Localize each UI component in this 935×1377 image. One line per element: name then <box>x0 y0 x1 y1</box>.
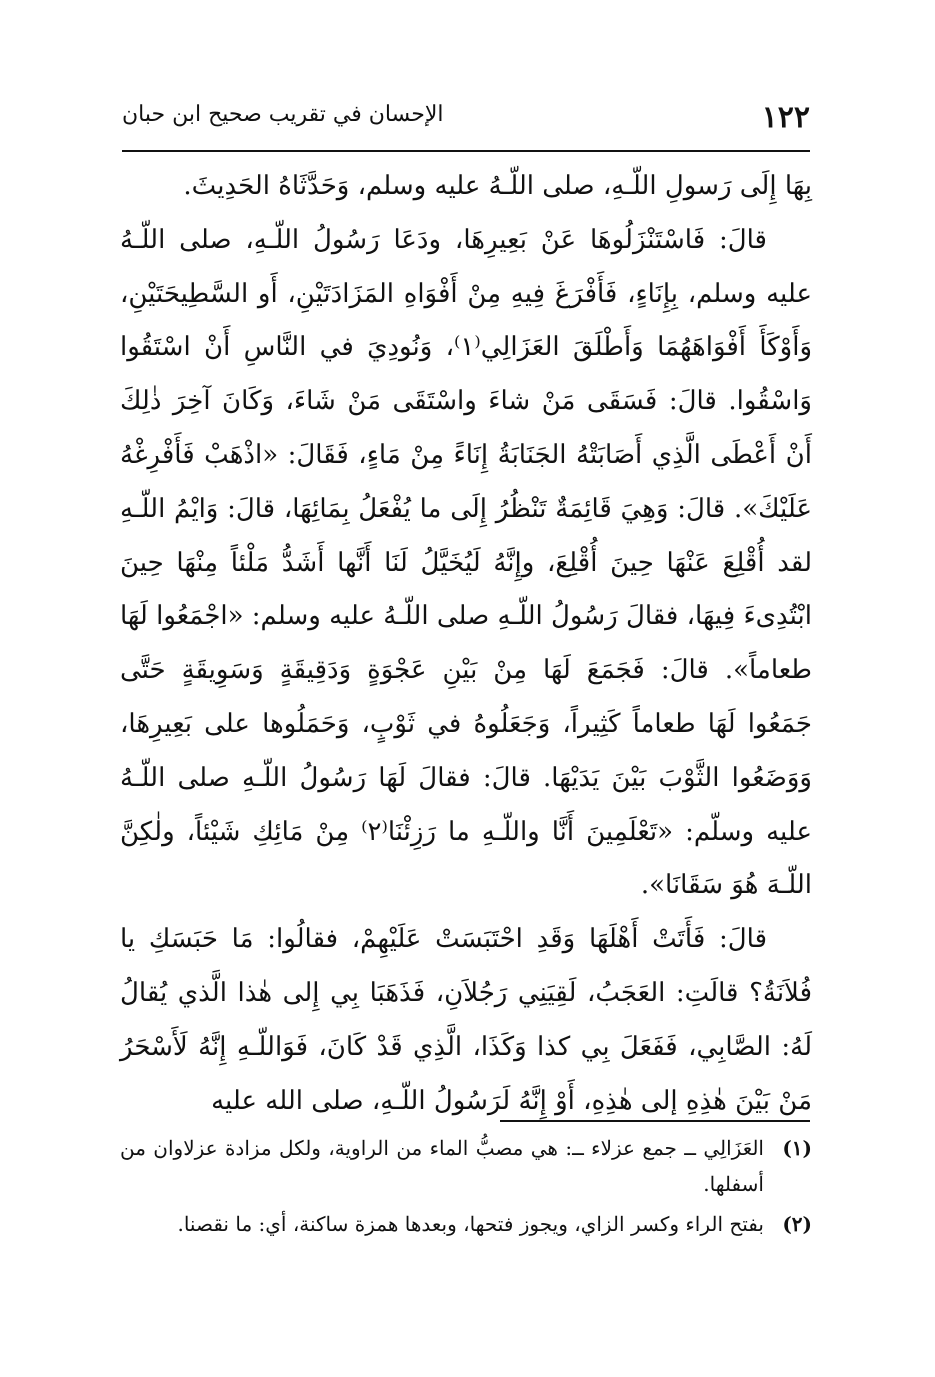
main-text <box>120 160 812 1128</box>
footnote <box>120 1206 812 1242</box>
footnote-text: بفتح الراء وكسر الزاي، ويجوز فتحها، وبعدها همزة ساكنة، أي: ما نقصنا. <box>177 1212 764 1236</box>
page-header <box>122 92 810 138</box>
footnote-number: (١) <box>782 1136 812 1160</box>
footnotes <box>120 1130 812 1246</box>
running-title: الإحسان في تقريب صحيح ابن حبان <box>122 102 444 127</box>
footnote-text: العَزَالِي ــ جمع عزلاء ــ: هي مصبُّ الماء من الراوية، ولكل مزادة عزلاوان من أسفلها. <box>120 1136 764 1196</box>
footnote-number: (٢) <box>782 1212 812 1236</box>
page-number: ١٢٢ <box>761 100 810 135</box>
paragraph: قالَ: فَاسْتَنْزَلُوهَا عَنْ بَعِيرِهَا، ودَعَا رَسُولُ اللّـهِ، صلى اللّـهُ عليه وسلم، بِإِنَاءٍ، فَأَفْرَغَ فِيهِ مِنْ أَفْوَاهِ المَزَادَتَيْنِ، أَو السَّطِيحَتَيْنِ، وَأَوْكَأَ أَفْوَاهَهُمَا وَأَطْلَقَ العَزَالِي⁽١⁾، وَنُودِيَ في النَّاسِ أَنْ اسْتَقُوا وَاسْقُوا. قالَ: فَسَقَى مَنْ شاءَ واسْتَقَى مَنْ شَاءَ، وَكَانَ آخِرَ ذٰلِكَ أَنْ أَعْطَى الَّذِي أَصَابَتْهُ الجَنَابَةُ إِنَاءً مِنْ مَاءٍ، فَقَالَ: «اذْهَبْ فَأَفْرِغْهُ عَلَيْكَ». قالَ: وَهِيَ قَائِمَةٌ تَنْظُرُ إِلَى ما يُفْعَلُ بِمَائِهَا، قالَ: وَايْمُ اللّـهِ لقد أُقْلِعَ عَنْهَا حِينَ أُقْلِعَ، وإِنَّهُ لَيُخَيَّلُ لَنَا أَنَّها أَشَدُّ مَلْئاً مِنْهَا حِينَ ابْتُدِىءَ فِيهَا، فقالَ رَسُولُ اللّـهِ صلى اللّـهُ عليه وسلم: «اجْمَعُوا لَهَا طعاماً». قالَ: فَجَمَعَ لَهَا مِنْ بَيْنِ عَجْوَةٍ وَدَقِيقَةٍ وَسَوِيقَةٍ حَتَّى جَمَعُوا لَهَا طعاماً كَثِيراً، وَجَعَلُوهُ في ثَوْبٍ، وَحَمَلُوها على بَعِيرِهَا، وَوَضَعُوا الثَّوْبَ بَيْنَ يَدَيْهَا. قالَ: فقالَ لَهَا رَسُولُ اللّـهِ صلى اللّـهُ عليه وسلّم: «تَعْلَمِينَ أَنَّا واللّـهِ ما رَزِئْنَا⁽٢⁾ مِنْ مَائِكِ شَيْئاً، ولٰكِنَّ اللّـهَ هُوَ سَقَانَا». <box>120 224 813 901</box>
footnote-divider <box>500 1120 810 1122</box>
header-divider <box>122 150 810 152</box>
footnote <box>120 1130 812 1202</box>
paragraph: قالَ: فَأَتَتْ أَهْلَهَا وَقَدِ احْتَبَسَتْ عَلَيْهِمْ، فقالُوا: مَا حَبَسَكِ يا فُلاَنَةُ؟ قالَتِ: العَجَبُ، لَقِيَنِي رَجُلاَنِ، فَذَهَبَا بِي إِلى هٰذا الَّذي يُقالُ لَهُ: الصَّابِي، فَفَعَلَ بِي كذا وَكَذَا، الَّذِي قَدْ كَانَ، فَوَاللّـهِ إِنَّهُ لَأَسْحَرُ مَنْ بَيْنَ هٰذِهِ إلى هٰذِهِ، أَوْ إِنَّهُ لَرَسُولُ اللّـهِ، صلى الله عليه <box>120 924 812 1116</box>
paragraph: بِهَا إِلَى رَسولِ اللّـهِ، صلى اللّـهُ عليه وسلم، وَحَدَّثَاهُ الحَدِيثَ. <box>183 171 812 201</box>
